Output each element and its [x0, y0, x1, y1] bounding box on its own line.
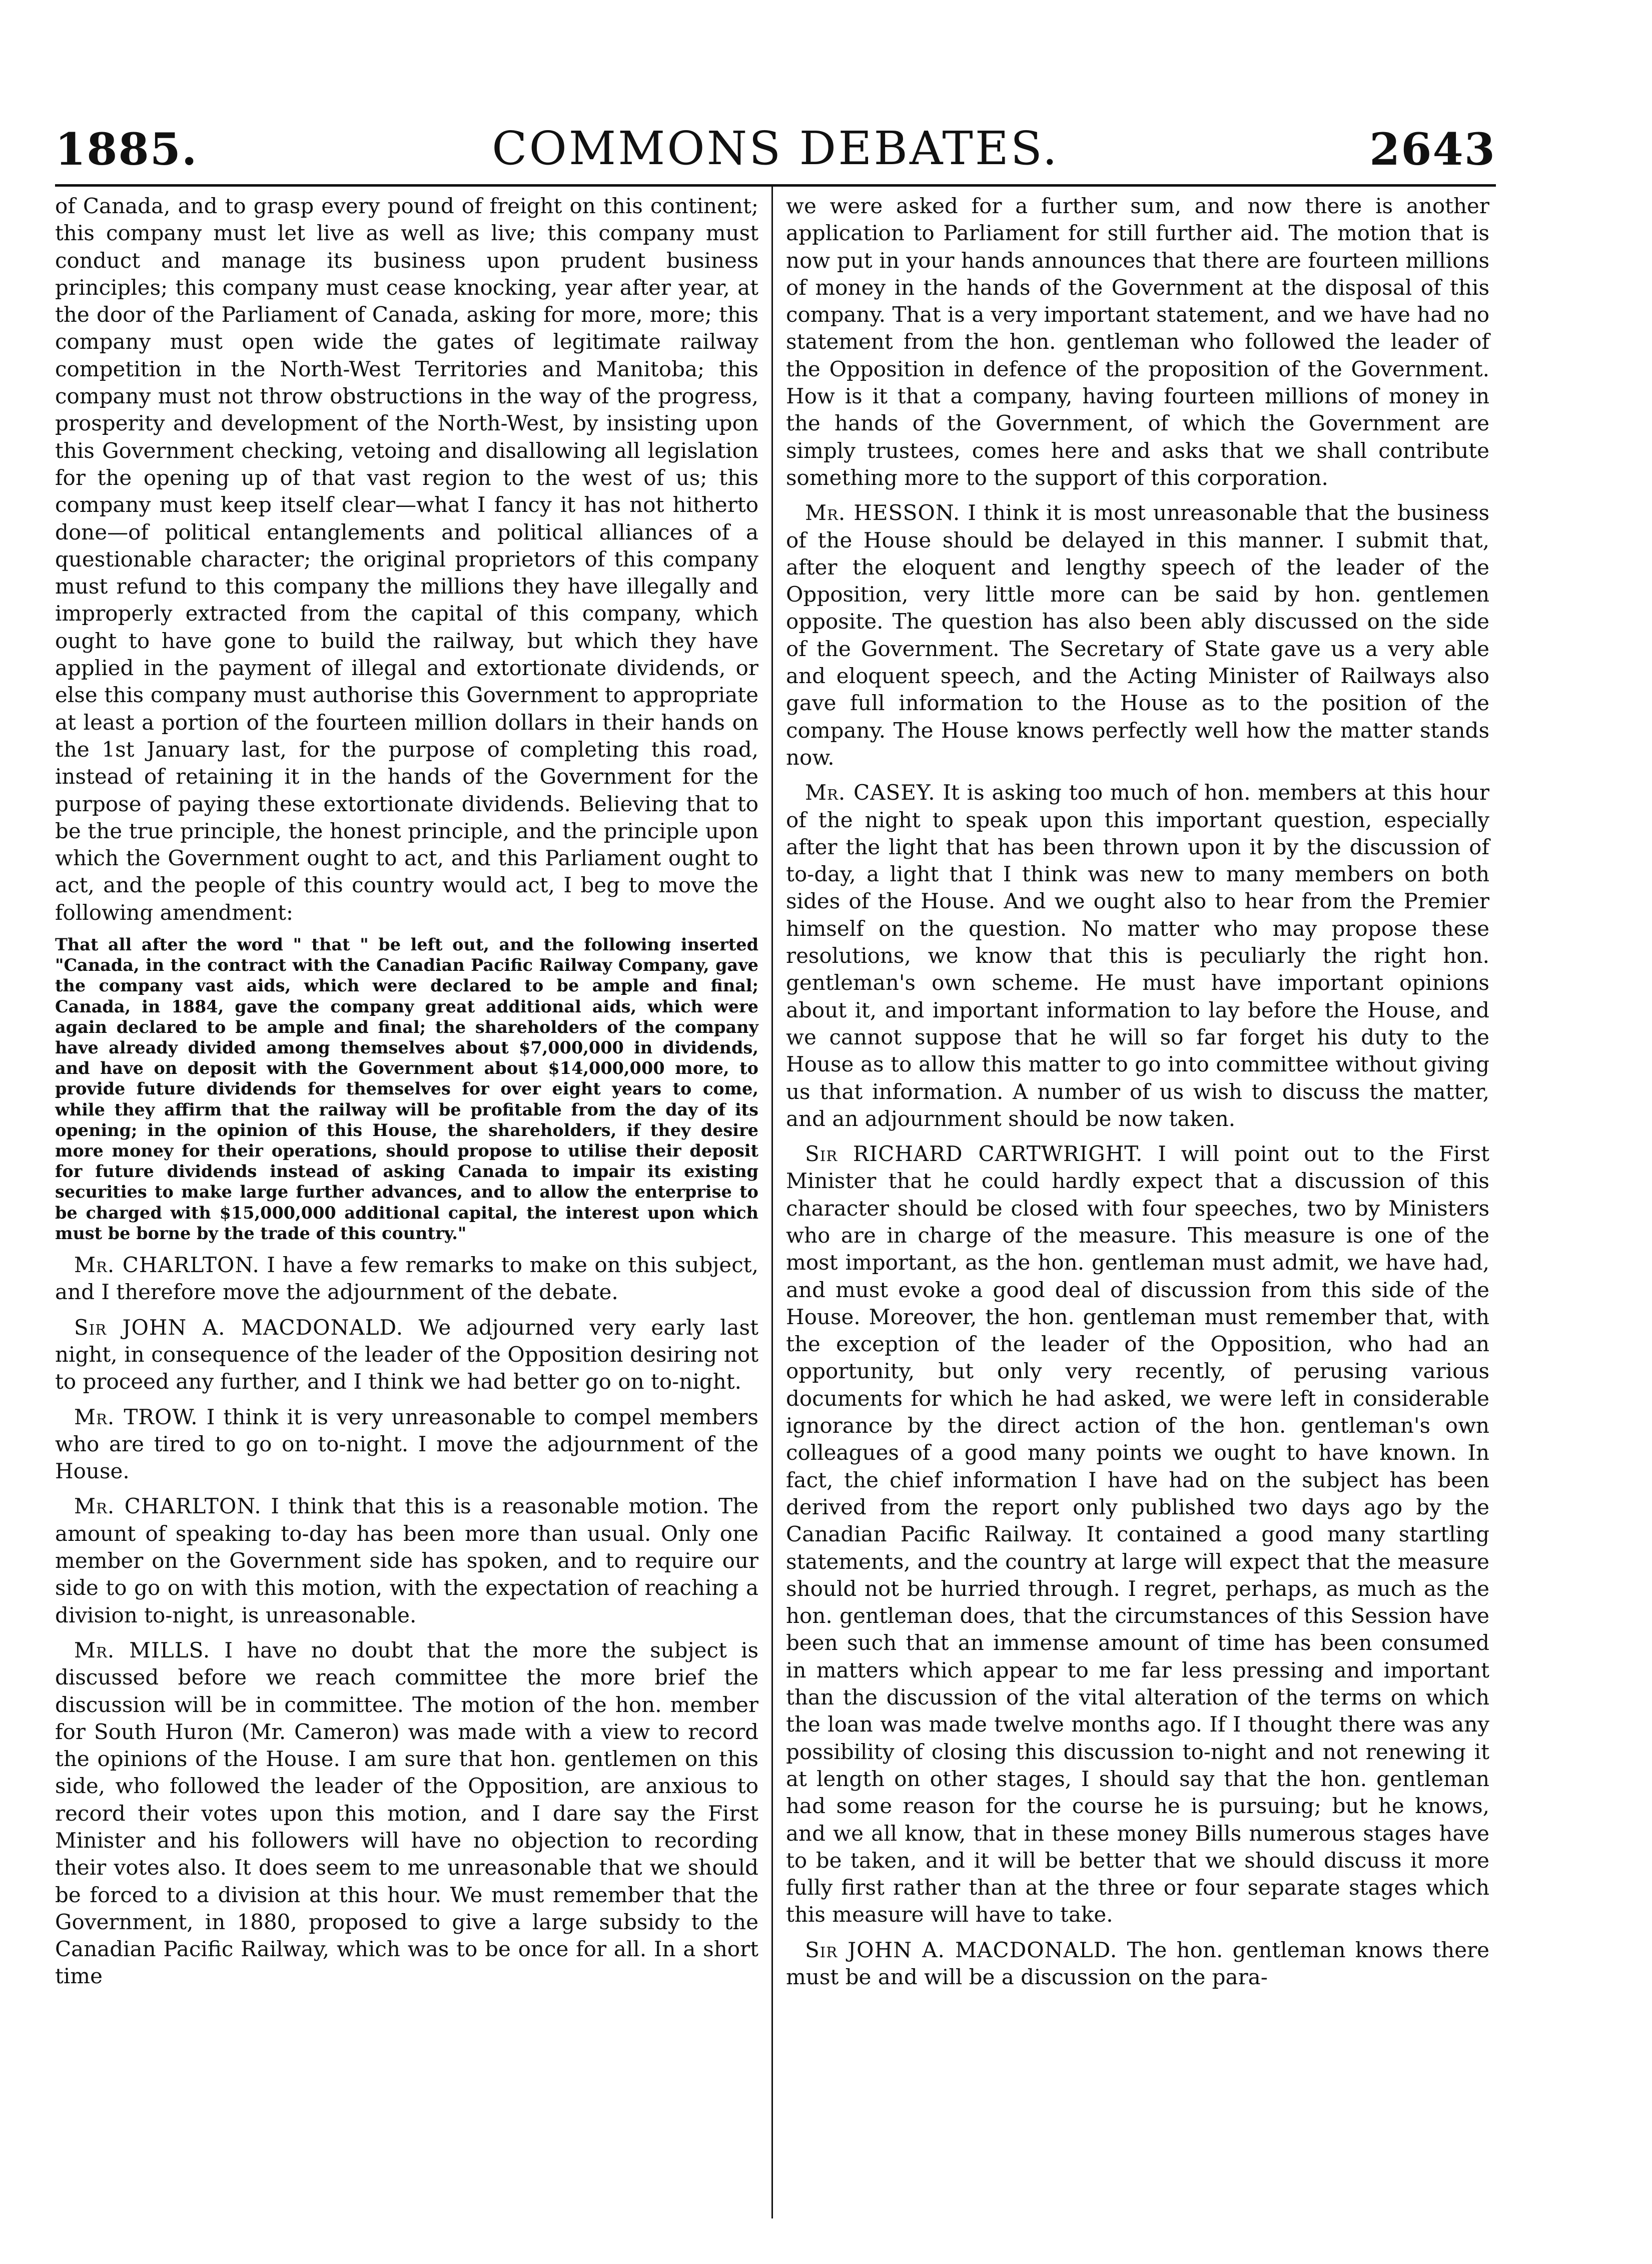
- speech-paragraph: [55, 1252, 758, 1306]
- speech-text: I think it is most unreasonable that the business of the House should be delayed in this manner. I submit that, after the eloquent and lengthy speech of the leader of the Opposition, very little more can be said by hon. gentlemen opposite. The question has also been ably discussed on the side of the Government. The Secretary of State gave us a very able and eloquent speech, and the Acting Minister of Railways also gave full information to the House as to the position of the company. The House knows perfectly well how the matter stands now.: [786, 500, 1489, 770]
- page: [55, 90, 1496, 2222]
- header-year: 1885.: [55, 123, 198, 175]
- speech-text: I think it is very unreasonable to compel members who are tired to go on to-night. I move the adjournment of the House.: [55, 1404, 758, 1484]
- speech-text: It is asking too much of hon. members at this hour of the night to speak upon this important question, especially after the light that has been thrown upon it by the discussion of to-day, a light that I think was new to many members on both sides of the House. And we ought also to hear from the Premier himself on the question. No matter who may propose these resolutions, we know that this is peculiarly the right hon. gentleman's own scheme. He must have important opinions about it, and important information to lay before the House, and we cannot suppose that he will so far forget his duty to the House as to allow this matter to go into committee without giving us that information. A number of us wish to discuss the matter, and an adjournment should be now taken.: [786, 780, 1489, 1131]
- speech-text: We adjourned very early last night, in consequence of the leader of the Opposition desiring not to proceed any further, and I think we had better go on to-night.: [55, 1315, 758, 1394]
- speech-paragraph: [786, 1141, 1489, 1929]
- page-title: COMMONS DEBATES.: [492, 122, 1059, 175]
- speech-paragraph: [55, 1493, 758, 1628]
- speaker-name: Mr. CASEY.: [805, 780, 936, 805]
- speech-text: I think that this is a reasonable motion. The amount of speaking to-day has been more than usual. Only one member on the Government side has spoken, and to require our side to go on with this motion, with the expectation of reaching a division to-night, is unreasonable.: [55, 1494, 758, 1627]
- speech-paragraph: [55, 1314, 758, 1396]
- speaker-name: Mr. CHARLTON.: [74, 1494, 262, 1519]
- speaker-name: Sir RICHARD CARTWRIGHT.: [805, 1142, 1143, 1167]
- speaker-name: Mr. TROW.: [74, 1404, 198, 1429]
- speech-text: I have no doubt that the more the subject is discussed before we reach committee the more brief the discussion will be in committee. The motion of the hon. member for South Huron (Mr. Cameron) was made with a view to record the opinions of the House. I am sure that hon. gentlemen on this side, who followed the leader of the Opposition, are anxious to record their votes upon this motion, and I dare say the First Minister and his followers will have no objection to recording their votes also. It does seem to me unreasonable that we should be forced to a division at this hour. We must remember that the Government, in 1880, proposed to give a large subsidy to the Canadian Pacific Railway, which was to be once for all. In a short time: [55, 1637, 759, 1989]
- page-number: 2643: [1369, 123, 1496, 175]
- speech-paragraph: [786, 779, 1489, 1133]
- speaker-name: Mr. CHARLTON.: [74, 1253, 260, 1278]
- page-header: [55, 90, 1496, 187]
- continued-paragraph: we were asked for a further sum, and now there is another application to Parliament for still further aid. The motion that is now put in your hands announces that there are fourteen millions of money in the hands of the Government at the disposal of this company. That is a very important statement, and we have had no statement from the hon. gentleman who followed the leader of the Opposition in defence of the proposition of the Government. How is it that a company, having fourteen millions of money in the hands of the Government, of which the Government are simply trustees, comes here and asks that we shall contribute something more to the support of this corporation.: [786, 194, 1489, 490]
- column-divider: [771, 187, 773, 2218]
- speech-paragraph: [786, 1937, 1489, 1991]
- amendment-text: That all after the word " that " be left out, and the following inserted "Canada, in the contract with the Canadian Pacific Railway Company, gave the company vast aids, which were declared to be ample and final; Canada, in 1884, gave the company great additional aids, which were again declared to be ample and final; the shareholders of the company have already divided among themselves about $7,000,000 in dividends, and have on deposit with the Government about $14,000,000 more, to provide future dividends for themselves for over eight years to come, while they affirm that the railway will be profitable from the day of its opening; in the opinion of this House, the shareholders, if they desire more money for their operations, should propose to utilise their deposit for future dividends instead of asking Canada to impair its existing securities to make large further advances, and to allow the enterprise to be charged with $15,000,000 additional capital, the interest upon which must be borne by the trade of this country.": [55, 935, 758, 1243]
- speaker-name: Mr. MILLS.: [74, 1637, 211, 1662]
- continued-paragraph: of Canada, and to grasp every pound of freight on this continent; this company must let live as well as live; this company must conduct and manage its business upon prudent business principles; this company must cease knocking, year after year, at the door of the Parliament of Canada, asking for more, more; this company must open wide the gates of legitimate railway competition in the North-West Territories and Manitoba; this company must not throw obstructions in the way of the progress, prosperity and development of the North-West, by insisting upon this Government checking, vetoing and disallowing all legislation for the opening up of that vast region to the west of us; this company must keep itself clear—what I fancy it has not hitherto done—of political entanglements and political alliances of a questionable character; the original proprietors of this company must refund to this company the millions they have illegally and improperly extracted from the capital of this company, which ought to have gone to build the railway, but which they have applied in the payment of illegal and extortionate dividends, or else this company must authorise this Government to appropriate at least a portion of the fourteen million dollars in their hands on the 1st January last, for the purpose of completing this road, instead of retaining it in the hands of the Government for the purpose of paying these extortionate dividends. Believing that to be the true principle, the honest principle, and the principle upon which the Government ought to act, and this Parliament ought to act, and the people of this country would act, I beg to move the following amendment:: [55, 194, 758, 925]
- speaker-name: Mr. HESSON.: [805, 500, 961, 525]
- speaker-name: Sir JOHN A. MACDONALD.: [805, 1937, 1118, 1962]
- speaker-name: Sir JOHN A. MACDONALD.: [74, 1315, 404, 1340]
- right-column: [779, 187, 1489, 2218]
- speech-text: The hon. gentleman knows there must be and will be a discussion on the para-: [786, 1937, 1489, 1989]
- speech-paragraph: [786, 499, 1489, 771]
- two-column-body: [55, 187, 1496, 2218]
- left-column: [55, 187, 765, 2218]
- speech-paragraph: [55, 1637, 758, 1990]
- speech-text: I have a few remarks to make on this subject, and I therefore move the adjournment of the debate.: [55, 1253, 758, 1305]
- speech-paragraph: [55, 1404, 758, 1485]
- speech-text: I will point out to the First Minister that he could hardly expect that a discussion of this character should be closed with four speeches, two by Ministers who are in charge of the measure. This measure is one of the most important, as the hon. gentleman must admit, we have had, and must evoke a good deal of discussion from this side of the House. Moreover, the hon. gentleman must remember that, with the exception of the leader of the Opposition, who had an opportunity, but only very recently, of perusing various documents for which he had asked, we were left in considerable ignorance by the direct action of the hon. gentleman's own colleagues of a good many points we ought to have known. In fact, the chief information I have had on the subject has been derived from the report only published two days ago by the Canadian Pacific Railway. It contained a good many startling statements, and the country at large will expect that the measure should not be hurried through. I regret, perhaps, as much as the hon. gentleman does, that the circumstances of this Session have been such that an immense amount of time has been consumed in matters which appear to me far less pressing and important than the discussion of the vital alteration of the terms on which the loan was made twelve months ago. If I thought there was any possibility of closing this discussion to-night and not renewing it at length on other stages, I should say that the hon. gentleman had some reason for the course he is pursuing; but he knows, and we all know, that in these money Bills numerous stages have to be taken, and it will be better that we should discuss it more fully first rather than at the three or four separate stages which this measure will have to take.: [786, 1142, 1489, 1927]
